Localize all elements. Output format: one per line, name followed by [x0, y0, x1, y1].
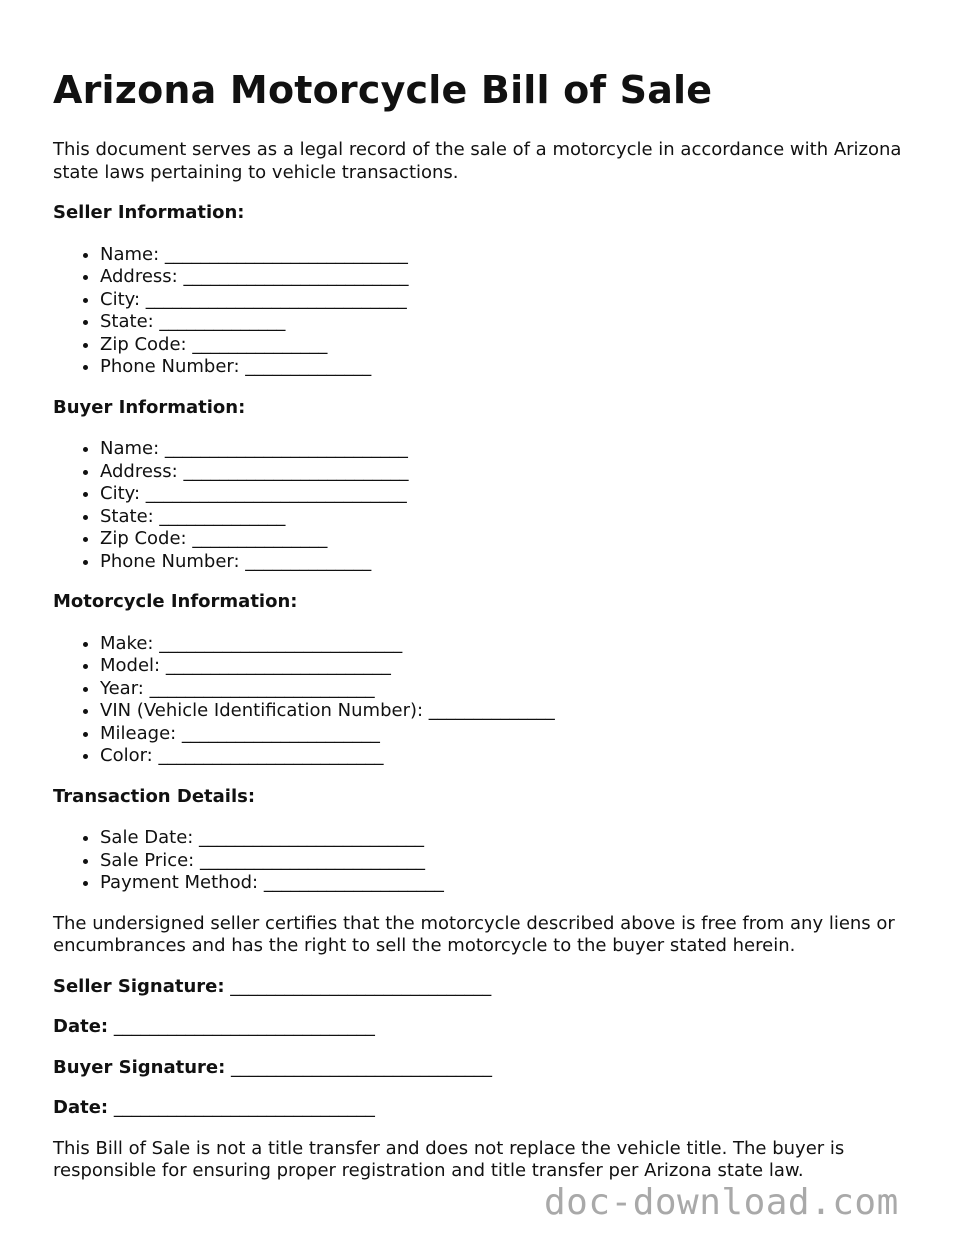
- disclaimer-paragraph: This Bill of Sale is not a title transfer and does not replace the vehicle title. The buyer is responsible for ensuring proper registration and title transfer per Arizona state law.: [53, 1137, 845, 1181]
- seller-date-blank: _____________________________: [113, 1016, 375, 1037]
- seller-phone-field: • Phone Number: ______________: [100, 356, 923, 379]
- buyer-name-field: • Name: ___________________________: [100, 438, 923, 461]
- transaction-fields-list: [53, 827, 923, 895]
- buyer-state-field: • State: ______________: [100, 506, 923, 529]
- certification-paragraph: The undersigned seller certifies that the motorcycle described above is free from any liens or encumbrances and has the right to sell the motorcycle to the buyer stated herein.: [53, 912, 895, 956]
- mileage-field: • Mileage: ______________________: [100, 723, 923, 746]
- buyer-signature-blank: _____________________________: [231, 1056, 493, 1078]
- intro-paragraph: This document serves as a legal record of the sale of a motorcycle in accordance with Arizona state laws pertaining to vehicle transactions.: [53, 139, 902, 183]
- seller-signature-label: Seller Signature:: [53, 975, 225, 997]
- seller-fields-list: [53, 244, 923, 379]
- motorcycle-section-heading: Motorcycle Information:: [53, 591, 298, 612]
- document-page: [53, 0, 923, 1183]
- seller-date-label: Date:: [53, 1016, 109, 1037]
- vin-field: • VIN (Vehicle Identification Number): ______________: [100, 700, 923, 723]
- seller-zip-field: • Zip Code: _______________: [100, 334, 923, 357]
- seller-signature-line: [53, 976, 923, 999]
- buyer-phone-field: • Phone Number: ______________: [100, 551, 923, 574]
- buyer-date-line: [53, 1097, 923, 1120]
- seller-section-heading: Seller Information:: [53, 202, 245, 223]
- transaction-section-heading: Transaction Details:: [53, 785, 256, 807]
- payment-method-field: • Payment Method: ____________________: [100, 872, 923, 895]
- model-field: • Model: _________________________: [100, 655, 923, 678]
- buyer-signature-line: [53, 1057, 923, 1080]
- year-field: • Year: _________________________: [100, 678, 923, 701]
- seller-signature-blank: _____________________________: [230, 975, 492, 997]
- watermark: doc-download.com: [544, 1182, 899, 1223]
- sale-date-field: • Sale Date: _________________________: [100, 827, 923, 850]
- sale-price-field: • Sale Price: _________________________: [100, 850, 923, 873]
- buyer-address-field: • Address: _________________________: [100, 461, 923, 484]
- buyer-date-blank: _____________________________: [113, 1097, 375, 1118]
- motorcycle-fields-list: [53, 633, 923, 768]
- buyer-city-field: • City: _____________________________: [100, 483, 923, 506]
- color-field: • Color: _________________________: [100, 745, 923, 768]
- buyer-zip-field: • Zip Code: _______________: [100, 528, 923, 551]
- seller-date-line: [53, 1016, 923, 1039]
- seller-name-field: • Name: ___________________________: [100, 244, 923, 267]
- make-field: • Make: ___________________________: [100, 633, 923, 656]
- page-title: Arizona Motorcycle Bill of Sale: [53, 68, 713, 112]
- buyer-fields-list: [53, 438, 923, 573]
- seller-address-field: • Address: _________________________: [100, 266, 923, 289]
- buyer-section-heading: Buyer Information:: [53, 396, 246, 418]
- buyer-date-label: Date:: [53, 1097, 109, 1118]
- seller-state-field: • State: ______________: [100, 311, 923, 334]
- seller-city-field: • City: _____________________________: [100, 289, 923, 312]
- buyer-signature-label: Buyer Signature:: [53, 1056, 226, 1078]
